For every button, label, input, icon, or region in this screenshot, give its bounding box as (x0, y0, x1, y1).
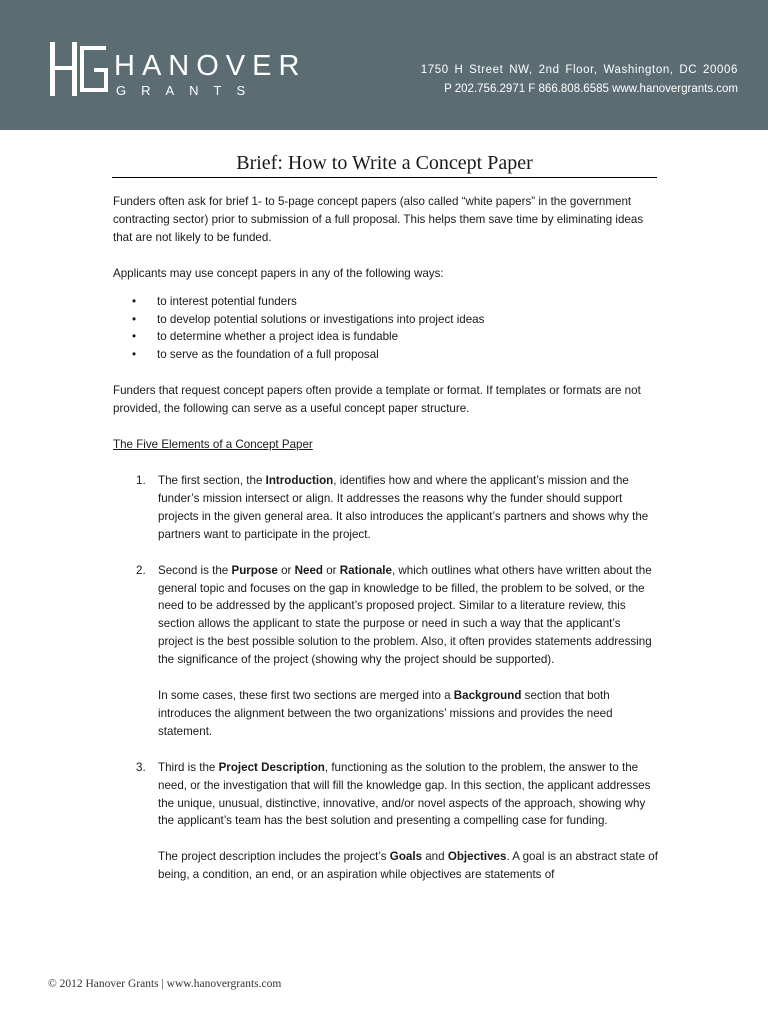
element-paragraph: In some cases, these first two sections are merged into a Background section that both introduces the alignment between the two organizations’ missions and provides the need statement. (158, 689, 613, 738)
list-item: • to serve as the foundation of a full proposal (113, 346, 658, 364)
bullet-icon: • (132, 294, 137, 308)
uses-list (113, 293, 658, 365)
element-item-introduction (113, 472, 658, 544)
elements-list (113, 472, 658, 884)
element-paragraph: The first section, the Introduction, identifies how and where the applicant’s mission and the funder’s mission intersect or align. It addresses the reasons why the funder should support projects in the given general area. It also introduces the applicant’s partners and shows why the partners want to participate in the project. (158, 473, 649, 541)
list-item: • to develop potential solutions or investigations into project ideas (113, 311, 658, 329)
logo-subtitle: GRANTS (116, 83, 261, 98)
element-paragraph: The project description includes the project’s Goals and Objectives. A goal is an abstract state of being, a condition, an end, or an aspiration while objectives are statements of (158, 850, 658, 882)
item-number: 2. (136, 563, 146, 577)
section-heading: The Five Elements of a Concept Paper (113, 438, 313, 452)
item-number: 3. (136, 760, 146, 774)
item-number: 1. (136, 473, 146, 487)
hg-logo-mark-icon (48, 40, 110, 98)
list-item: • to determine whether a project idea is fundable (113, 328, 658, 346)
bullet-icon: • (132, 312, 137, 326)
title-divider (112, 177, 657, 178)
list-item: • to interest potential funders (113, 293, 658, 311)
address-line: 1750 H Street NW, 2nd Floor, Washington, DC 20006 (420, 64, 738, 76)
bullet-icon: • (132, 330, 137, 344)
logo-name: HANOVER (114, 50, 307, 82)
element-item-project-description (113, 759, 658, 884)
contact-info (421, 61, 738, 99)
uses-lead-paragraph: Applicants may use concept papers in any of the following ways: (113, 266, 444, 280)
letterhead-banner (0, 0, 768, 130)
element-paragraph: Third is the Project Description, functioning as the solution to the problem, the answer to the need, or the investigation that will fill the knowledge gap. In this section, the applicant addresses the unique, unusual, distinctive, innovative, and/or novel aspects of the approach, showing why the applicant’s team has the best solution and presenting a compelling case for funding. (158, 760, 651, 828)
hanover-grants-logo (48, 40, 307, 100)
bullet-icon: • (132, 348, 137, 362)
phone-fax-web-line: P 202.756.2971 F 866.808.6585 www.hanovergrants.com (444, 83, 738, 95)
element-paragraph: Second is the Purpose or Need or Rationale, which outlines what others have written about the general topic and focuses on the gap in knowledge to be filled, the problem to be solved, or the need to be addressed by the applicant’s proposed project. Similar to a literature review, this section allows the applicant to state the purpose or need in such a way that the applicant’s project is the best possible solution to the problem. Also, it often provides statements addressing the significance of the project (showing why the project should be supported). (158, 563, 652, 667)
element-item-purpose (113, 562, 658, 741)
template-note-paragraph: Funders that request concept papers often provide a template or format. If templates or formats are not provided, the following can serve as a useful concept paper structure. (113, 384, 641, 416)
document-body (113, 193, 658, 902)
document-title: Brief: How to Write a Concept Paper (236, 152, 533, 174)
page-footer: © 2012 Hanover Grants | www.hanovergrants.com (48, 978, 282, 990)
intro-paragraph: Funders often ask for brief 1- to 5-page concept papers (also called “white papers” in the government contracting sector) prior to submission of a full proposal. This helps them save time by eliminating ideas that are not likely to be funded. (113, 195, 644, 244)
